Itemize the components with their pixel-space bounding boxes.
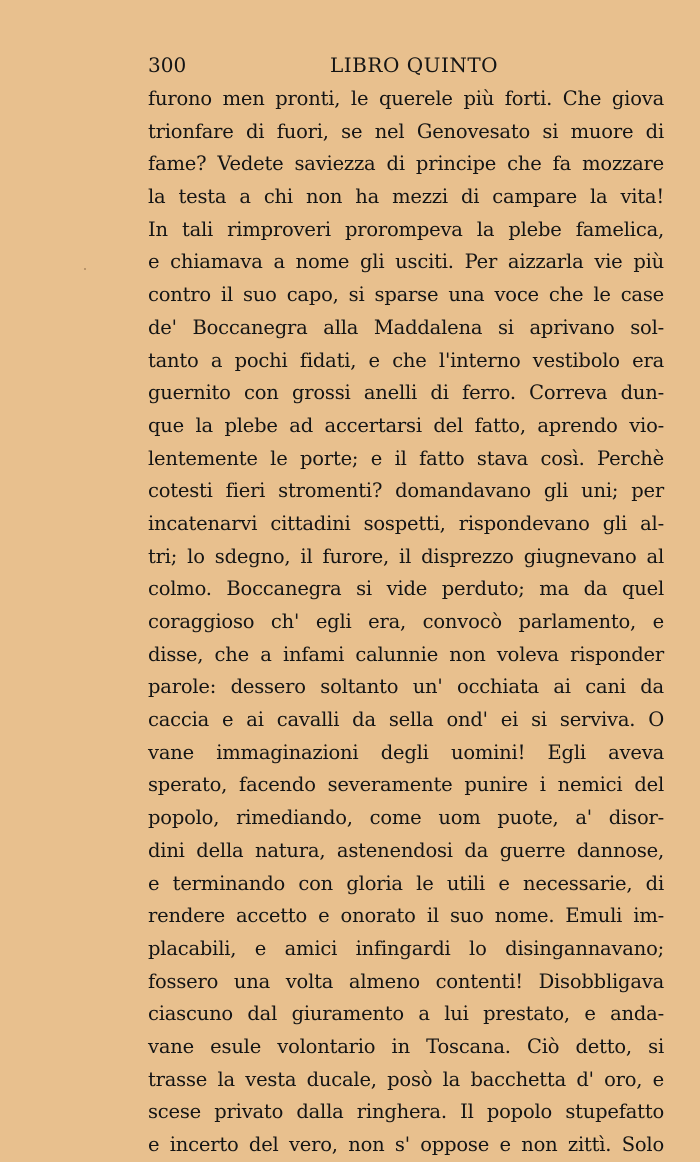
text-line: lentemente le porte; e il fatto stava così. Perchè xyxy=(148,446,664,470)
text-line: tanto a pochi fidati, e che l'interno vestibolo era xyxy=(148,348,664,372)
text-line: fossero una volta almeno contenti! Disobbligava xyxy=(148,969,664,993)
text-line: e chiamava a nome gli usciti. Per aizzarla vie più xyxy=(148,250,664,274)
running-head: LIBRO QUINTO xyxy=(330,53,499,77)
text-line: sperato, facendo severamente punire i nemici del xyxy=(148,773,664,797)
text-line: furono men pronti, le querele più forti. Che giova xyxy=(148,87,664,110)
margin-speck xyxy=(84,268,86,270)
text-line: scese privato dalla ringhera. Il popolo stupefatto xyxy=(148,1100,664,1124)
body-text xyxy=(148,83,664,1162)
text-line: rendere accetto e onorato il suo nome. Emuli im- xyxy=(148,904,664,928)
text-line: dini della natura, astenendosi da guerre dannose, xyxy=(148,838,664,862)
text-line: placabili, e amici infingardi lo disingannavano; xyxy=(148,936,664,960)
text-line: coraggioso ch' egli era, convocò parlamento, e xyxy=(148,610,664,633)
text-line: In tali rimproveri prorompeva la plebe famelica, xyxy=(148,217,664,241)
text-line: trionfare di fuori, se nel Genovesato si muore di xyxy=(148,119,664,143)
text-line: disse, che a infami calunnie non voleva risponder xyxy=(148,642,664,666)
page-number: 300 xyxy=(148,53,187,77)
text-line: vane immaginazioni degli uomini! Egli aveva xyxy=(148,740,664,764)
text-line: la testa a chi non ha mezzi di campare la vita! xyxy=(148,185,664,209)
text-line: tri; lo sdegno, il furore, il disprezzo giugnevano al xyxy=(148,544,664,568)
page-header xyxy=(148,50,664,80)
text-line: fame? Vedete saviezza di principe che fa mozzare xyxy=(148,152,664,176)
text-line: que la plebe ad accertarsi del fatto, aprendo vio- xyxy=(148,413,664,437)
book-page xyxy=(148,50,664,1162)
text-line: parole: dessero soltanto un' occhiata ai cani da xyxy=(148,675,664,699)
text-line: e terminando con gloria le utili e necessarie, di xyxy=(148,871,664,895)
text-line: incatenarvi cittadini sospetti, rispondevano gli al- xyxy=(148,511,664,535)
text-line: e incerto del vero, non s' oppose e non zittì. Solo xyxy=(148,1133,664,1156)
text-line: ciascuno dal giuramento a lui prestato, e anda- xyxy=(148,1002,664,1026)
text-line: vane esule volontario in Toscana. Ciò detto, si xyxy=(148,1034,664,1058)
text-line: cotesti fieri stromenti? domandavano gli uni; per xyxy=(148,479,664,503)
text-line: guernito con grossi anelli di ferro. Correva dun- xyxy=(148,381,664,405)
text-line: popolo, rimediando, come uom puote, a' disor- xyxy=(148,806,664,830)
text-line: de' Boccanegra alla Maddalena si aprivano sol- xyxy=(148,315,664,339)
text-line: caccia e ai cavalli da sella ond' ei si serviva. O xyxy=(148,708,664,732)
text-line: colmo. Boccanegra si vide perduto; ma da quel xyxy=(148,577,664,601)
text-line: contro il suo capo, si sparse una voce che le case xyxy=(148,283,664,307)
text-line: trasse la vesta ducale, posò la bacchetta d' oro, e xyxy=(148,1067,664,1091)
